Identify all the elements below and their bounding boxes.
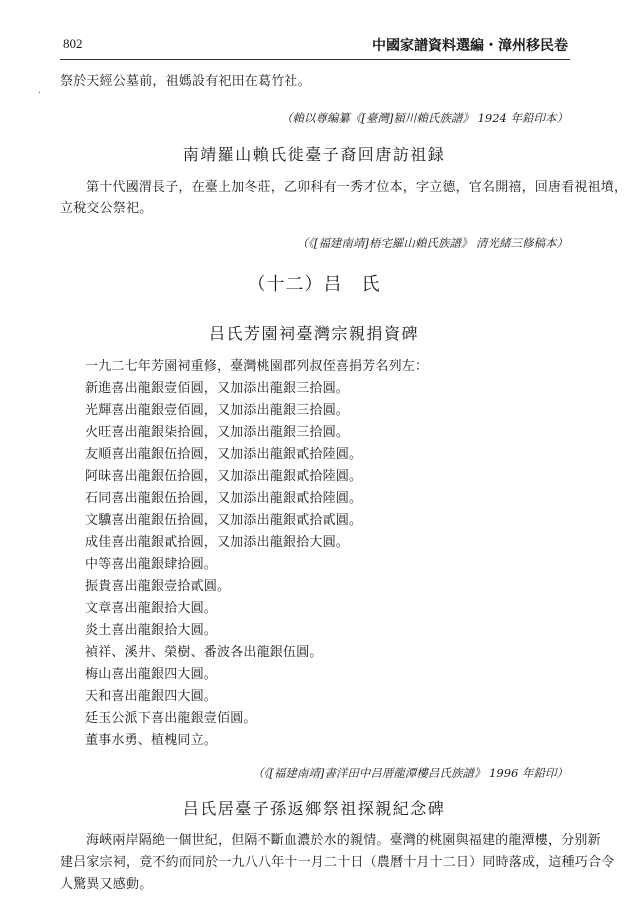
list-item: 火旺喜出龍銀柒拾圓，又加添出龍銀三拾圓。 [85, 425, 350, 440]
list-item: 友順喜出龍銀伍拾圓，又加添出龍銀貳拾陸圓。 [85, 447, 363, 462]
paragraph-2-line-2: 建吕家宗祠，竟不約而同於一九八八年十一月二十日（農曆十月十二日）同時落成，這種巧合令 [60, 855, 615, 870]
list-item: 阿昧喜出龍銀伍拾圓，又加添出龍銀貳拾陸圓。 [85, 469, 363, 484]
list-item: 梅山喜出龍銀四大圓。 [85, 667, 218, 682]
list-item: 廷玉公派下喜出龍銀壹佰圓。 [85, 711, 257, 726]
list-item: 振貴喜出龍銀壹拾貳圓。 [85, 579, 231, 594]
paragraph-1-line-2: 立稅交公祭祀。 [60, 201, 153, 216]
paragraph-2-line-1: 海峽兩岸隔絶一個世紀，但隔不斷血濃於水的親情。臺灣的桃園與福建的龍潭樓，分别新 [86, 833, 601, 848]
paragraph-2-line-3: 人驚異又感動。 [60, 877, 153, 892]
list-item: 天和喜出龍銀四大圓。 [85, 689, 218, 704]
list-item: 新進喜出龍銀壹佰圓，又加添出龍銀三拾圓。 [85, 381, 350, 396]
section-heading-2: 吕氏芳園祠臺灣宗親捐資碑 [208, 324, 419, 343]
list-item: 石同喜出龍銀伍拾圓，又加添出龍銀貳拾陸圓。 [85, 491, 363, 506]
section-title: （十二）吕 氏 [247, 274, 381, 295]
section-heading-3: 吕氏居臺子孫返鄉祭祖探親紀念碑 [182, 799, 446, 818]
list-item: 文章喜出龍銀拾大圓。 [85, 601, 218, 616]
list-item: 文驥喜出龍銀伍拾圓，又加添出龍銀貳拾貳圓。 [85, 513, 363, 528]
source-citation-3: （《[福建南靖]書洋田中吕厝龍潭樓吕氏族譜》 1996 年鉛印） [252, 766, 568, 780]
continuation-text: 祭於天經公墓前，祖媽設有祀田在葛竹社。 [60, 74, 311, 89]
source-citation-2: （《[福建南靖]梧宅羅山賴氏族譜》 清光緒三修稿本） [296, 236, 568, 250]
header-rule [60, 59, 570, 60]
paragraph-1-line-1: 第十代國渭長子，在臺上加冬莊，乙卯科有一秀才位本，字立德，官名開禧，回唐看視祖墳， [86, 180, 628, 195]
list-item: 禎祥、溪井、榮樹、番波各出龍銀伍圓。 [85, 645, 323, 660]
source-citation-1: （賴以尊編纂《[臺灣]潁川賴氏族譜》 1924 年鉛印本） [280, 111, 568, 125]
section-heading-1: 南靖羅山賴氏徙臺子裔回唐訪祖録 [182, 145, 446, 164]
list-item: 一九二七年芳園祠重修，臺灣桃園郡列叔侄喜捐芳名列左： [85, 359, 429, 374]
page-number: 802 [63, 36, 83, 51]
list-item: 董事水勇、植槐同立。 [85, 733, 218, 748]
list-item: 光輝喜出龍銀壹佰圓，又加添出龍銀三拾圓。 [85, 403, 350, 418]
running-title: 中國家譜資料選編・漳州移民卷 [372, 38, 568, 54]
stray-mark: · [38, 88, 42, 99]
list-item: 成佳喜出龍銀貳拾圓，又加添出龍銀拾大圓。 [85, 535, 350, 550]
list-item: 炎土喜出龍銀拾大圓。 [85, 623, 218, 638]
list-item: 中等喜出龍銀肆拾圓。 [85, 557, 218, 572]
